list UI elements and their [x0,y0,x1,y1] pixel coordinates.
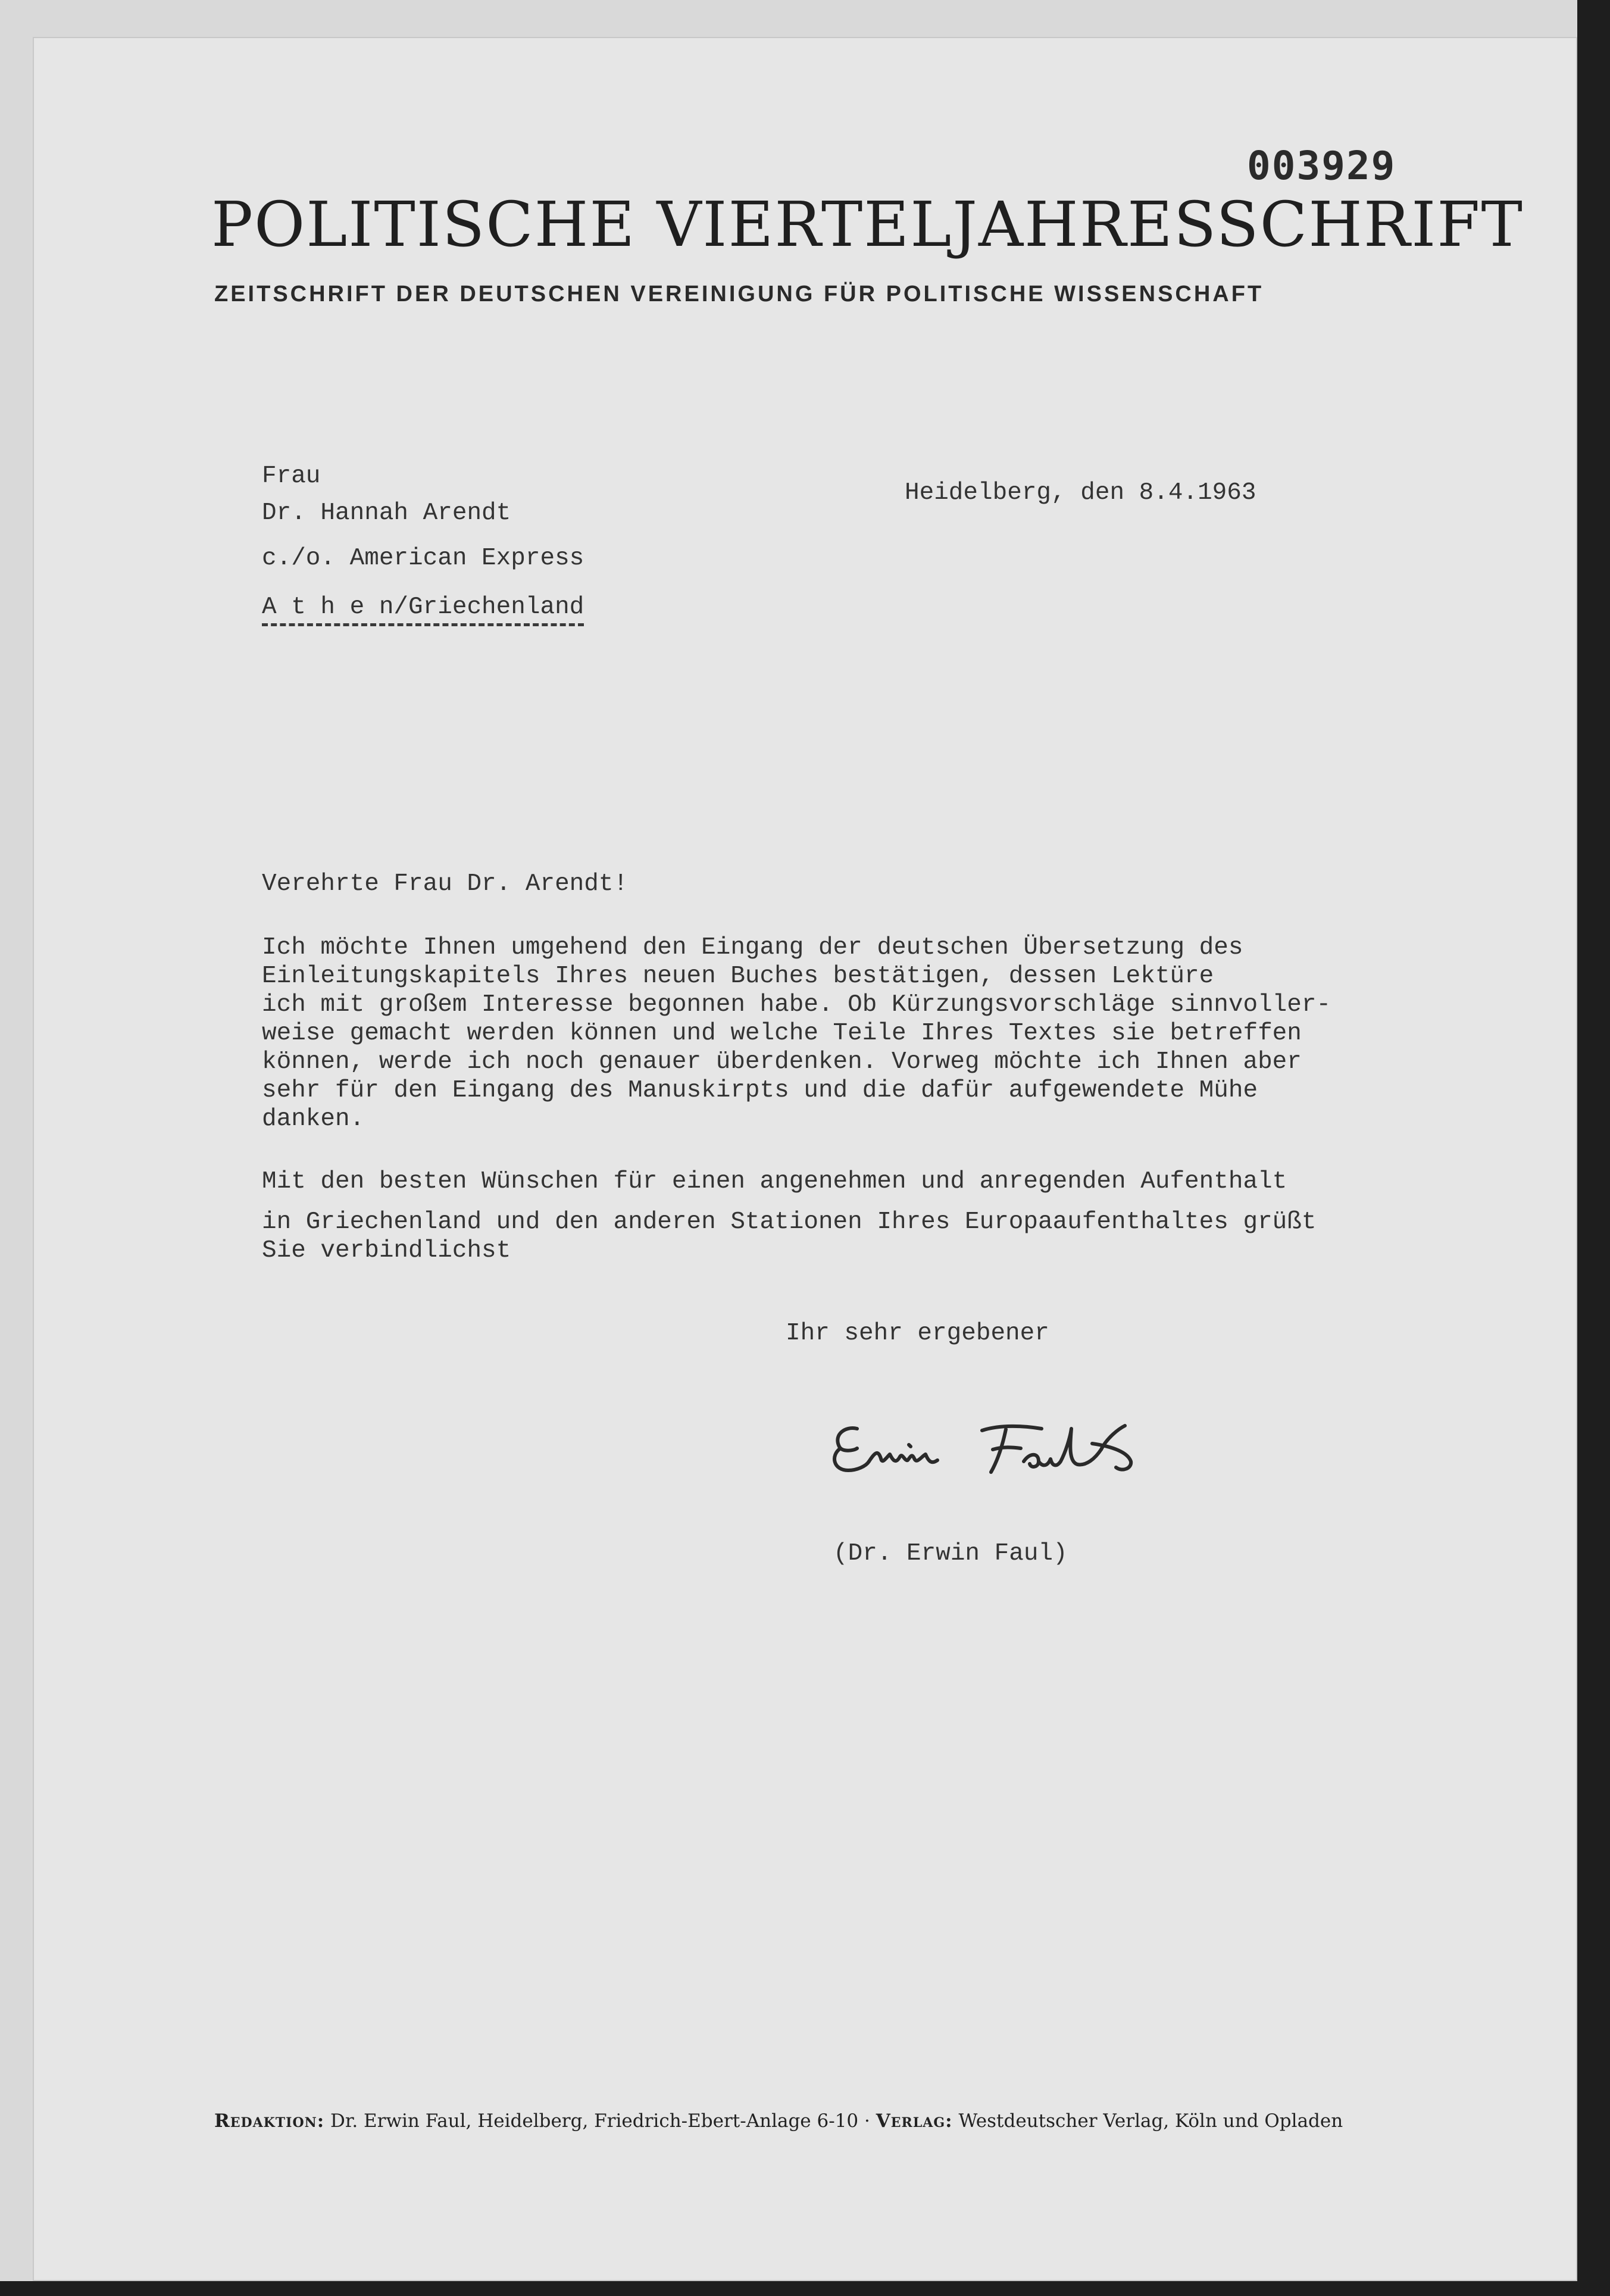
handwritten-signature [821,1402,1190,1491]
body-line: sehr für den Eingang des Manuskirpts und die dafür aufgewendete Mühe [262,1077,1258,1104]
letter-page [33,37,1577,2281]
footer-redaktion-label: Redaktion: [214,2110,325,2132]
body-line: Mit den besten Wünschen für einen angenehmen und anregenden Aufenthalt [262,1168,1287,1195]
body-line: in Griechenland und den anderen Stationen Ihres Europaaufenthaltes grüßt [262,1208,1317,1236]
footer-redaktion-text: Dr. Erwin Faul, Heidelberg, Friedrich-Ebert-Anlage 6-10 [330,2110,859,2132]
recipient-salutation: Frau [262,463,321,490]
scan-border-bottom [0,2281,1610,2296]
body-line: weise gemacht werden können und welche Teile Ihres Textes sie betreffen [262,1020,1302,1047]
recipient-name: Dr. Hannah Arendt [262,499,511,527]
recipient-city-text: A t h e n/Griechenland [262,593,584,626]
footer-verlag-label: Verlag: [876,2110,953,2132]
recipient-city [262,595,584,620]
body-line: Einleitungskapitels Ihres neuen Buches bestätigen, dessen Lektüre [262,963,1214,990]
body-line: ich mit großem Interesse begonnen habe. Ob Kürzungsvorschläge sinnvoller- [262,991,1331,1019]
body-line: können, werde ich noch genauer überdenken. Vorweg möchte ich Ihnen aber [262,1048,1302,1076]
body-line: Sie verbindlichst [262,1237,511,1264]
footer-separator: · [864,2110,870,2132]
scan-border-right [1577,0,1610,2296]
letterhead-footer [214,2110,1440,2132]
masthead-subtitle: ZEITSCHRIFT DER DEUTSCHEN VEREINIGUNG FÜR POLITISCHE WISSENSCHAFT [214,282,1264,307]
recipient-care-of: c./o. American Express [262,545,584,572]
signer-name: (Dr. Erwin Faul) [833,1540,1068,1567]
masthead-title: POLITISCHE VIERTELJAHRESSCHRIFT [211,188,1524,261]
footer-verlag-text: Westdeutscher Verlag, Köln und Opladen [958,2110,1343,2132]
body-line: danken. [262,1105,365,1133]
date-line: Heidelberg, den 8.4.1963 [905,479,1256,507]
closing-phrase: Ihr sehr ergebener [786,1320,1049,1347]
greeting: Verehrte Frau Dr. Arendt! [262,870,629,898]
archive-stamp-number: 003929 [1247,143,1396,189]
body-line: Ich möchte Ihnen umgehend den Eingang der deutschen Übersetzung des [262,934,1243,961]
